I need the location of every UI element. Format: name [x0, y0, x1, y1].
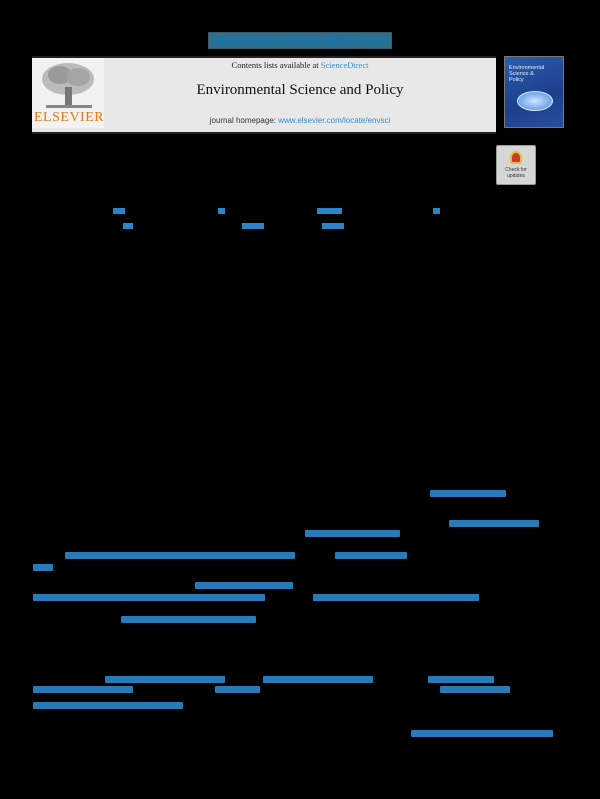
affiliation-sup-link[interactable] [433, 208, 440, 214]
citation-link[interactable] [430, 490, 506, 497]
homepage-link[interactable]: www.elsevier.com/locate/envsci [278, 116, 391, 125]
affiliation-sup-link[interactable] [322, 223, 344, 229]
journal-cover[interactable] [504, 56, 564, 128]
sciencedirect-link[interactable]: ScienceDirect [320, 60, 369, 70]
citation-link[interactable] [121, 616, 256, 623]
affiliation-sup-link[interactable] [218, 208, 225, 214]
doi-link[interactable]: https://doi.org/10.1016/j.envsci.2019.xx.xxx [208, 32, 392, 49]
affiliation-sup-link[interactable] [317, 208, 342, 214]
affiliation-sup-link[interactable] [113, 208, 125, 214]
homepage-prefix: journal homepage: [209, 116, 279, 125]
cover-title: Environmental Science & Policy [509, 65, 545, 83]
corresponding-email-link[interactable] [411, 730, 553, 737]
citation-link[interactable] [33, 594, 265, 601]
citation-link[interactable] [313, 594, 479, 601]
check-for-updates-label: Check for updates [505, 167, 527, 179]
elsevier-logo[interactable] [32, 58, 104, 128]
citation-link[interactable] [305, 530, 400, 537]
bookmark-icon [510, 151, 522, 164]
citation-link[interactable] [449, 520, 539, 527]
citation-link[interactable] [65, 552, 295, 559]
affiliation-sup-link[interactable] [123, 223, 133, 229]
citation-link[interactable] [195, 582, 293, 589]
citation-link[interactable] [440, 686, 510, 693]
citation-link[interactable] [428, 676, 494, 683]
affiliation-sup-link[interactable] [242, 223, 264, 229]
citation-link[interactable] [33, 686, 133, 693]
globe-icon [517, 91, 553, 111]
contents-prefix: Contents lists available at [231, 60, 321, 70]
elsevier-tree-icon [38, 61, 98, 111]
citation-link[interactable] [105, 676, 225, 683]
journal-title: Environmental Science and Policy [196, 82, 404, 98]
citation-link[interactable] [33, 702, 183, 709]
citation-link[interactable] [263, 676, 373, 683]
citation-link[interactable] [215, 686, 260, 693]
journal-homepage [104, 116, 496, 125]
citation-link[interactable] [335, 552, 407, 559]
contents-line [104, 60, 496, 70]
check-for-updates-button[interactable] [496, 145, 536, 185]
publisher-name: ELSEVIER [34, 110, 105, 125]
citation-link[interactable] [33, 564, 53, 571]
